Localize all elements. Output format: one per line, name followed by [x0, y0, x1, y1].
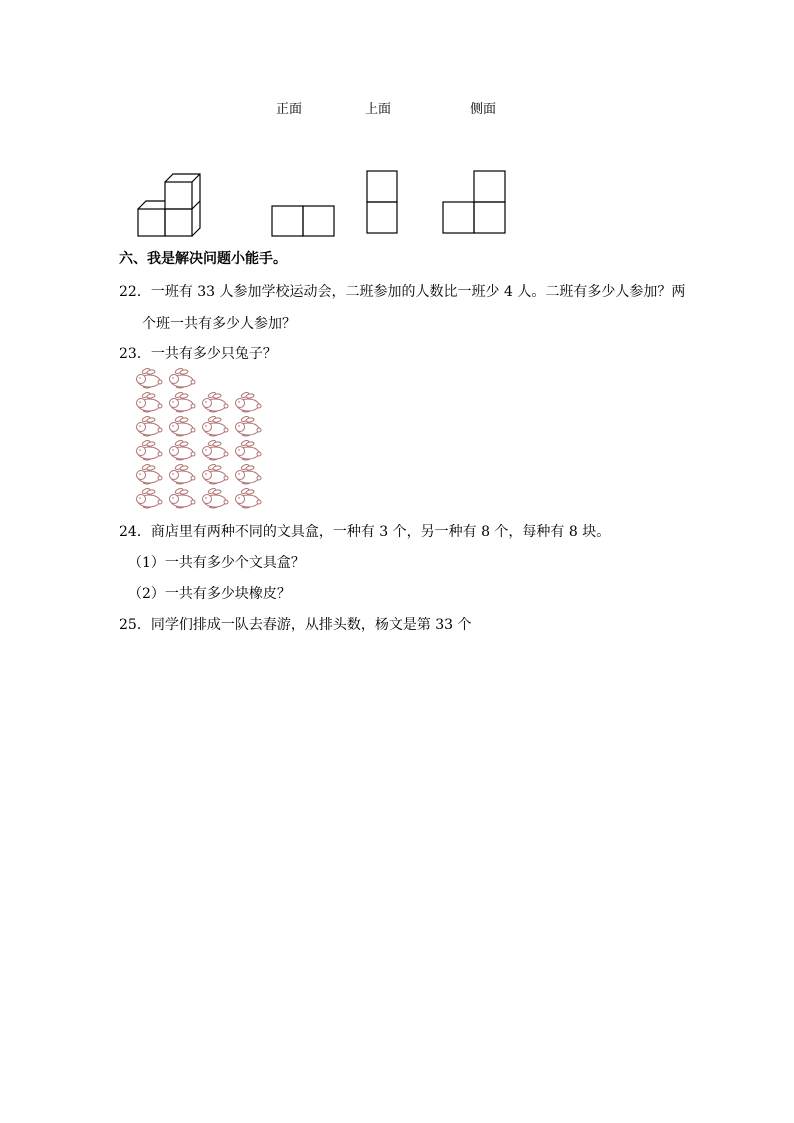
- rabbit-icon: [137, 463, 163, 484]
- top-view-drawing: [367, 171, 397, 233]
- section-heading: 六、我是解决问题小能手。: [119, 251, 287, 267]
- rabbit-icon: [203, 487, 229, 508]
- question-25-text: 25．同学们排成一队去春游，从排头数，杨文是第 33 个: [119, 617, 472, 633]
- question-22-line1: 22．一班有 33 人参加学校运动会，二班参加的人数比一班少 4 人。二班有多少人参加？两: [119, 284, 686, 300]
- rabbit-icon: [236, 415, 262, 436]
- rabbit-icon: [236, 463, 262, 484]
- question-22-line2: 个班一共有多少人参加？: [142, 316, 296, 332]
- question-24-sub1: （1）一共有多少个文具盒？: [128, 555, 305, 571]
- rabbit-grid: [133, 366, 273, 512]
- rabbit-icon: [203, 391, 229, 412]
- rabbit-icon: [236, 439, 262, 460]
- rabbit-icon: [137, 367, 163, 388]
- rabbit-icon: [170, 367, 196, 388]
- rabbit-icon: [203, 439, 229, 460]
- rabbit-icon: [236, 487, 262, 508]
- rabbit-icon: [137, 415, 163, 436]
- rabbit-icon: [137, 439, 163, 460]
- rabbit-icon: [170, 391, 196, 412]
- top-view-label: 上面: [365, 102, 392, 117]
- question-24-sub2: （2）一共有多少块橡皮？: [128, 586, 291, 602]
- side-view-drawing: [443, 171, 505, 233]
- rabbit-icon: [170, 487, 196, 508]
- rabbit-icon: [137, 487, 163, 508]
- rabbit-icon: [170, 439, 196, 460]
- rabbit-icon: [203, 415, 229, 436]
- front-view-label: 正面: [276, 102, 303, 117]
- front-view-drawing: [272, 206, 334, 236]
- rabbit-icon: [170, 463, 196, 484]
- rabbit-icon: [137, 391, 163, 412]
- rabbit-icon: [203, 463, 229, 484]
- rabbit-icon: [170, 415, 196, 436]
- rabbit-icon: [236, 391, 262, 412]
- cube-views-figure: [130, 160, 520, 240]
- cube-solid-drawing: [138, 174, 200, 236]
- question-23-text: 23．一共有多少只兔子？: [119, 346, 277, 362]
- question-24-text: 24．商店里有两种不同的文具盒，一种有 3 个，另一种有 8 个，每种有 8 块。: [119, 524, 611, 540]
- side-view-label: 侧面: [470, 102, 497, 117]
